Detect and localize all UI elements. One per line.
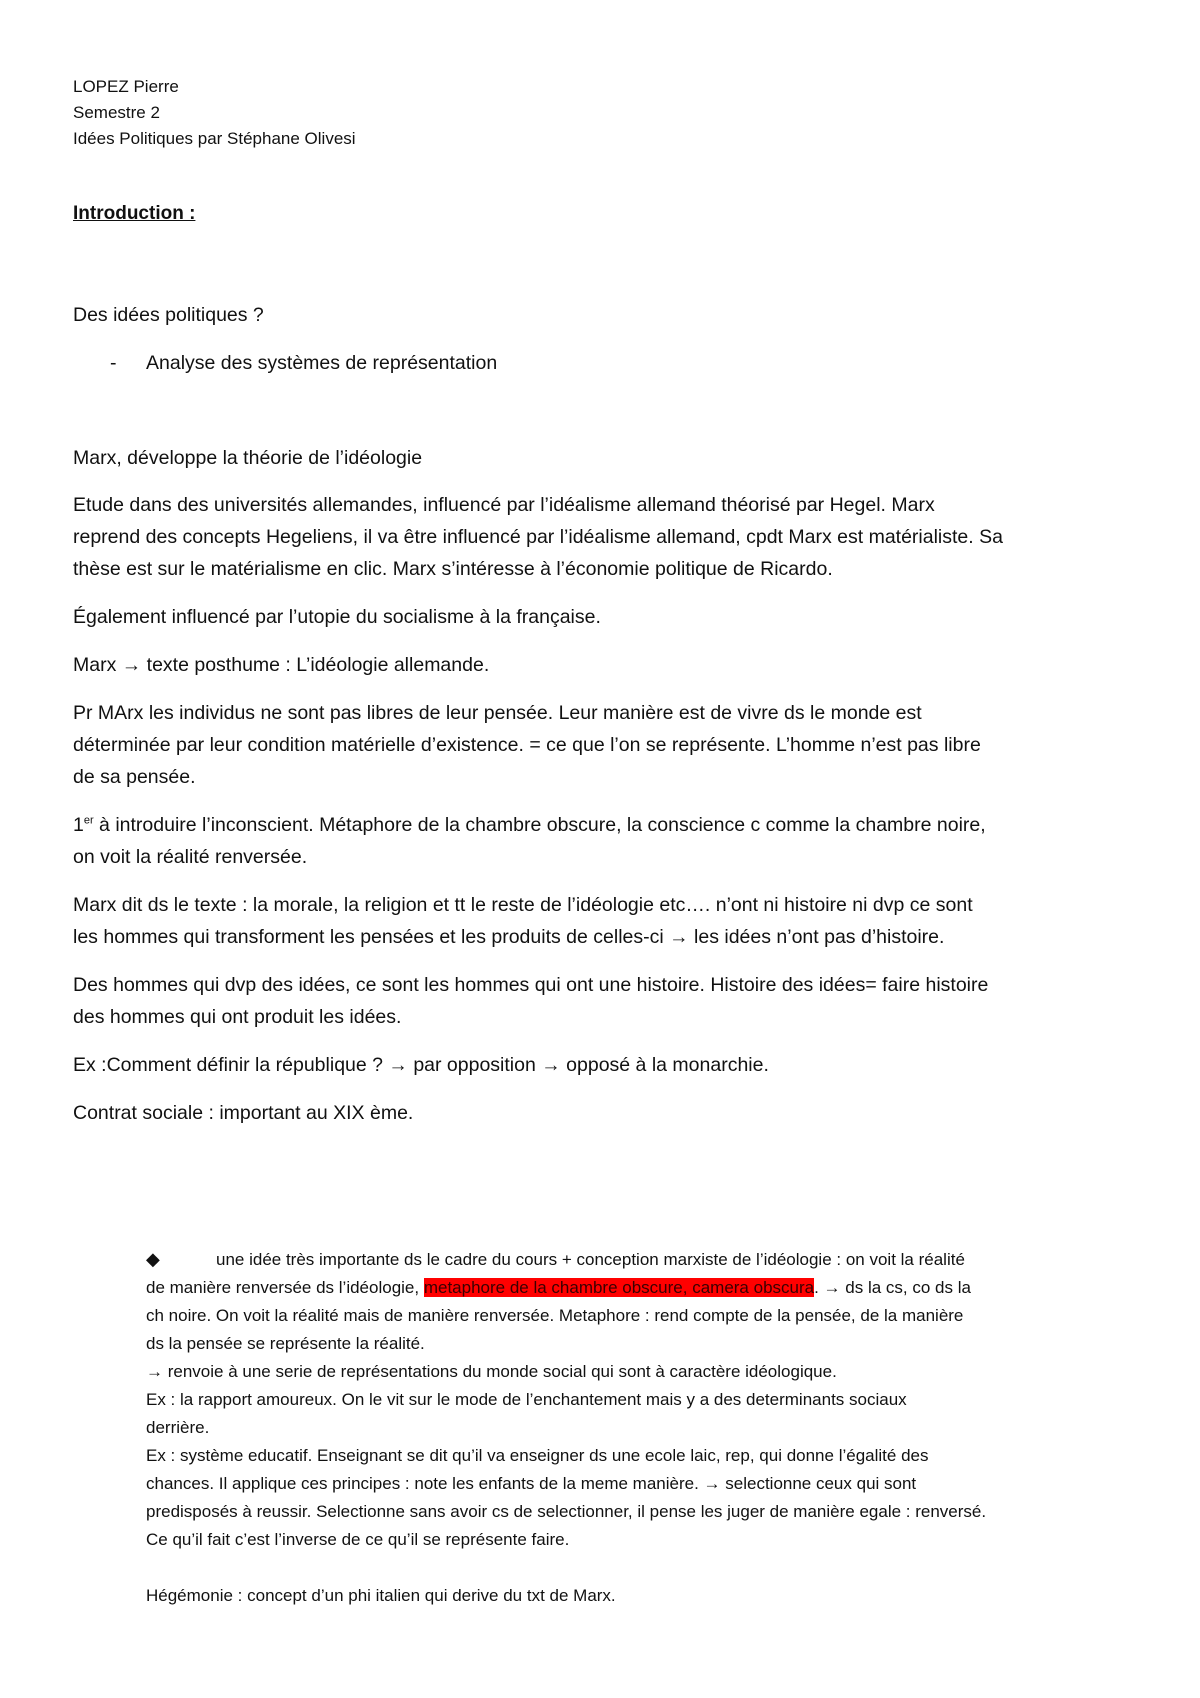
paragraph-1	[73, 489, 1133, 585]
line: Hégémonie : concept d’un phi italien qui derive du txt de Marx.	[146, 1586, 616, 1605]
line: derrière.	[146, 1418, 210, 1437]
line: Des hommes qui dvp des idées, ce sont les hommes qui ont une histoire. Histoire des idées= faire histoire	[73, 974, 989, 996]
document-header	[73, 74, 356, 152]
line: les hommes qui transforment les pensées et les produits de celles-ci → les idées n’ont pas d’histoire.	[73, 926, 945, 948]
line: → renvoie à une serie de représentations du monde social qui sont à caractère idéologique.	[146, 1362, 837, 1381]
paragraph-6	[73, 889, 1133, 953]
section-title: Introduction :	[73, 203, 196, 224]
marx-heading: Marx, développe la théorie de l’idéologie	[73, 447, 423, 469]
line: Marx dit ds le texte : la morale, la religion et tt le reste de l’idéologie etc…. n’ont ni histoire ni dvp ce sont	[73, 894, 973, 916]
line: thèse est sur le matérialisme en clic. Marx s’intéresse à l’économie politique de Ricardo.	[73, 558, 833, 580]
line	[146, 1274, 1136, 1302]
line-text: à introduire l’inconscient. Métaphore de la chambre obscure, la conscience c comme la chambre noire,	[93, 814, 986, 836]
paragraph-8: Ex :Comment définir la république ? → par opposition → opposé à la monarchie.	[73, 1054, 769, 1076]
line	[146, 1245, 1136, 1274]
line: de sa pensée.	[73, 766, 196, 788]
line	[73, 809, 1133, 841]
diamond-bullet-icon: ◆	[146, 1249, 160, 1269]
paragraph-3: Marx → texte posthume : L’idéologie allemande.	[73, 654, 490, 676]
line: Ex : la rapport amoureux. On le vit sur le mode de l’enchantement mais y a des determinants sociaux	[146, 1390, 907, 1409]
line: chances. Il applique ces principes : note les enfants de la meme manière. → selectionne ceux qui sont	[146, 1474, 917, 1493]
line-text: . → ds la cs, co ds la	[814, 1278, 971, 1297]
course-title: Idées Politiques par Stéphane Olivesi	[73, 129, 356, 148]
bullet-dash: -	[110, 352, 117, 374]
paragraph-7	[73, 969, 1133, 1033]
line: ds la pensée se représente la réalité.	[146, 1334, 425, 1353]
paragraph-9: Contrat sociale : important au XIX ème.	[73, 1102, 414, 1124]
author-name: LOPEZ Pierre	[73, 77, 179, 96]
notes-block	[146, 1245, 1136, 1610]
spacer	[146, 1554, 1136, 1582]
line: predisposés à reussir. Selectionne sans avoir cs de selectionner, il pense les juger de manière egale : renversé.	[146, 1502, 987, 1521]
highlighted-text: metaphore de la chambre obscure, camera obscura	[423, 1278, 815, 1297]
ordinal-number: 1	[73, 814, 84, 836]
line-text: de manière renversée ds l’idéologie,	[146, 1278, 424, 1297]
semester-label: Semestre 2	[73, 103, 160, 122]
line: Etude dans des universités allemandes, influencé par l’idéalisme allemand théorisé par Hegel. Marx	[73, 494, 935, 516]
line: Pr MArx les individus ne sont pas libres de leur pensée. Leur manière est de vivre ds le monde est	[73, 702, 922, 724]
ordinal-suffix: er	[83, 814, 94, 827]
line: on voit la réalité renversée.	[73, 846, 308, 868]
line: Ex : système educatif. Enseignant se dit qu’il va enseigner ds une ecole laic, rep, qui donne l’égalité des	[146, 1446, 929, 1465]
line: des hommes qui ont produit les idées.	[73, 1006, 402, 1028]
line: déterminée par leur condition matérielle d’existence. = ce que l’on se représente. L’homme n’est pas libre	[73, 734, 981, 756]
line: ch noire. On voit la réalité mais de manière renversée. Metaphore : rend compte de la pensée, de la manière	[146, 1306, 964, 1325]
line: Ce qu’il fait c’est l’inverse de ce qu’il se représente faire.	[146, 1530, 570, 1549]
question-heading: Des idées politiques ?	[73, 304, 264, 326]
paragraph-2: Également influencé par l’utopie du socialisme à la française.	[73, 606, 601, 628]
paragraph-5	[73, 809, 1133, 873]
bullet-text: Analyse des systèmes de représentation	[146, 352, 498, 374]
line-text: une idée très importante ds le cadre du cours + conception marxiste de l’idéologie : on voit la réalité	[216, 1250, 965, 1269]
main-body	[73, 299, 1133, 1124]
line: reprend des concepts Hegeliens, il va être influencé par l’idéalisme allemand, cpdt Marx est matérialiste. Sa	[73, 526, 1003, 548]
bullet-item	[110, 347, 497, 379]
paragraph-4	[73, 697, 1133, 793]
